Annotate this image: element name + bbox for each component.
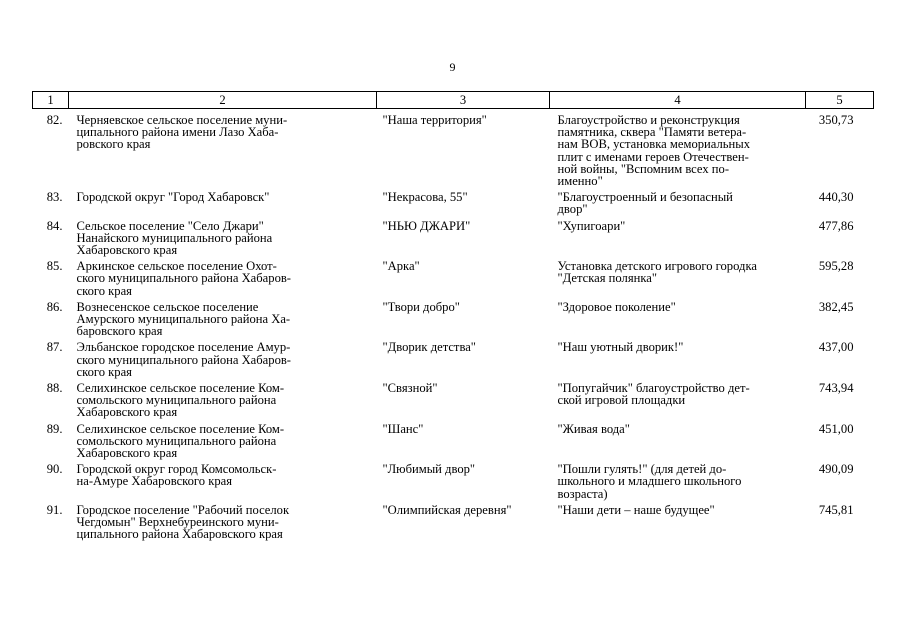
project-description-line: "Пошли гулять!" (для детей до-: [557, 462, 727, 477]
project-name-cell: [377, 341, 550, 382]
municipality-line: сомольского муниципального района: [76, 393, 277, 408]
project-name-line: "НЬЮ ДЖАРИ": [382, 218, 471, 233]
project-name-cell: [377, 504, 550, 545]
municipality-cell: [69, 301, 377, 342]
column-header-2: 2: [69, 92, 377, 109]
project-description-cell: [550, 109, 806, 192]
table-row: [33, 220, 874, 261]
municipality-cell: [69, 260, 377, 301]
municipality-line: Чегдомын" Верхнебуреинского муни-: [76, 515, 279, 530]
project-description-line: возраста): [557, 486, 608, 501]
project-name-line: "Дворик детства": [382, 340, 476, 355]
municipality-line: ского муниципального района Хабаров-: [76, 352, 292, 367]
municipality-line: баровского края: [76, 324, 163, 339]
municipality-cell: [69, 463, 377, 504]
municipality-cell: [69, 341, 377, 382]
row-number: 89.: [46, 421, 63, 436]
table-row: [33, 191, 874, 219]
project-description-line: "Попугайчик" благоустройство дет-: [557, 381, 750, 396]
project-name-cell: [377, 301, 550, 342]
project-description-cell: [550, 382, 806, 423]
municipality-line: ского муниципального района Хабаров-: [76, 271, 292, 286]
row-number: 83.: [46, 190, 63, 205]
project-description-line: Установка детского игрового городка: [557, 259, 757, 274]
amount-cell: 490,09: [818, 462, 854, 477]
municipality-line: на-Амуре Хабаровского края: [76, 474, 233, 489]
project-name-line: "Олимпийская деревня": [382, 502, 512, 517]
column-header-4: 4: [550, 92, 806, 109]
project-description-line: "Здоровое поколение": [557, 299, 676, 314]
page-number: 9: [449, 60, 456, 74]
municipality-line: Аркинское сельское поселение Охот-: [76, 259, 277, 274]
row-number: 91.: [46, 502, 63, 517]
municipality-cell: [69, 504, 377, 545]
project-description-line: Благоустройство и реконструкция: [557, 113, 740, 127]
project-description-line: "Живая вода": [557, 421, 630, 436]
municipality-line: Амурского муниципального района Ха-: [76, 312, 291, 327]
project-description-line: ской игровой площадки: [557, 393, 686, 408]
project-description-line: "Наш уютный дворик!": [557, 340, 684, 355]
municipality-line: Хабаровского края: [76, 405, 178, 420]
municipality-cell: [69, 109, 377, 192]
municipality-line: Сельское поселение "Село Джари": [76, 218, 264, 233]
project-description-line: "Хупигоари": [557, 218, 626, 233]
column-header-1: 1: [33, 92, 69, 109]
project-name-line: "Арка": [382, 259, 420, 274]
municipality-line: Селихинское сельское поселение Ком-: [76, 421, 285, 436]
project-description-cell: [550, 260, 806, 301]
row-number: 82.: [46, 113, 63, 127]
amount-cell: 437,00: [818, 340, 854, 355]
amount-cell: 350,73: [818, 113, 854, 127]
municipality-line: ского края: [76, 283, 132, 298]
municipality-line: ципального района имени Лазо Хаба-: [76, 125, 279, 140]
project-description-line: двор": [557, 202, 588, 217]
amount-cell: 745,81: [818, 502, 854, 517]
project-name-cell: [377, 191, 550, 219]
project-description-line: плит с именами героев Отечествен-: [557, 149, 749, 164]
municipality-line: Эльбанское городское поселение Амур-: [76, 340, 291, 355]
municipality-line: ципального района Хабаровского края: [76, 527, 283, 542]
municipality-line: Хабаровского края: [76, 243, 178, 258]
project-description-line: памятника, сквера "Памяти ветера-: [557, 125, 747, 140]
project-name-line: "Связной": [382, 381, 438, 396]
project-description-cell: [550, 423, 806, 464]
table-row: [33, 463, 874, 504]
table-row: [33, 382, 874, 423]
row-number: 85.: [46, 259, 63, 274]
project-name-line: "Любимый двор": [382, 462, 476, 477]
table-body: [33, 109, 874, 545]
municipality-line: Нанайского муниципального района: [76, 230, 273, 245]
row-number: 84.: [46, 218, 63, 233]
municipality-line: ского края: [76, 364, 132, 379]
project-name-line: "Наша территория": [382, 113, 487, 127]
municipality-cell: [69, 220, 377, 261]
project-description-cell: [550, 220, 806, 261]
project-description-line: именно": [557, 174, 603, 189]
project-name-line: "Твори добро": [382, 299, 460, 314]
project-name-cell: [377, 260, 550, 301]
municipality-cell: [69, 382, 377, 423]
table-row: [33, 423, 874, 464]
project-name-cell: [377, 463, 550, 504]
municipality-line: сомольского муниципального района: [76, 433, 277, 448]
municipality-line: Селихинское сельское поселение Ком-: [76, 381, 285, 396]
table-row: [33, 341, 874, 382]
project-description-line: ной войны, "Вспомним всех по-: [557, 161, 730, 176]
amount-cell: 477,86: [818, 218, 854, 233]
municipality-line: Вознесенское сельское поселение: [76, 299, 259, 314]
amount-cell: 595,28: [818, 259, 854, 274]
project-description-cell: [550, 301, 806, 342]
project-description-line: "Наши дети – наше будущее": [557, 502, 715, 517]
project-name-cell: [377, 109, 550, 192]
municipality-line: Черняевское сельское поселение муни-: [76, 113, 288, 127]
project-name-line: "Некрасова, 55": [382, 190, 468, 205]
municipality-line: ровского края: [76, 137, 151, 152]
municipality-cell: [69, 423, 377, 464]
project-description-line: "Детская полянка": [557, 271, 658, 286]
row-number: 86.: [46, 299, 63, 314]
row-number: 90.: [46, 462, 63, 477]
amount-cell: 743,94: [818, 381, 854, 396]
project-name-cell: [377, 423, 550, 464]
municipality-cell: [69, 191, 377, 219]
project-description-line: "Благоустроенный и безопасный: [557, 190, 733, 205]
table-row: [33, 504, 874, 545]
project-description-cell: [550, 341, 806, 382]
project-name-cell: [377, 220, 550, 261]
municipality-line: Городское поселение "Рабочий поселок: [76, 502, 290, 517]
row-number: 88.: [46, 381, 63, 396]
amount-cell: 440,30: [818, 190, 854, 205]
municipality-line: Городской округ "Город Хабаровск": [76, 190, 270, 205]
project-description-cell: [550, 191, 806, 219]
column-header-3: 3: [377, 92, 550, 109]
project-name-line: "Шанс": [382, 421, 424, 436]
row-number: 87.: [46, 340, 63, 355]
amount-cell: 451,00: [818, 421, 854, 436]
table-row: [33, 260, 874, 301]
column-header-5: 5: [806, 92, 874, 109]
table-row: [33, 109, 874, 192]
project-description-line: нам ВОВ, установка мемориальных: [557, 137, 751, 152]
amount-cell: 382,45: [818, 299, 854, 314]
project-description-cell: [550, 463, 806, 504]
project-description-cell: [550, 504, 806, 545]
data-table: [32, 91, 874, 545]
table-header: [33, 92, 874, 109]
municipality-line: Хабаровского края: [76, 446, 178, 461]
project-description-line: школьного и младшего школьного: [557, 474, 742, 489]
table-row: [33, 301, 874, 342]
project-name-cell: [377, 382, 550, 423]
municipality-line: Городской округ город Комсомольск-: [76, 462, 277, 477]
